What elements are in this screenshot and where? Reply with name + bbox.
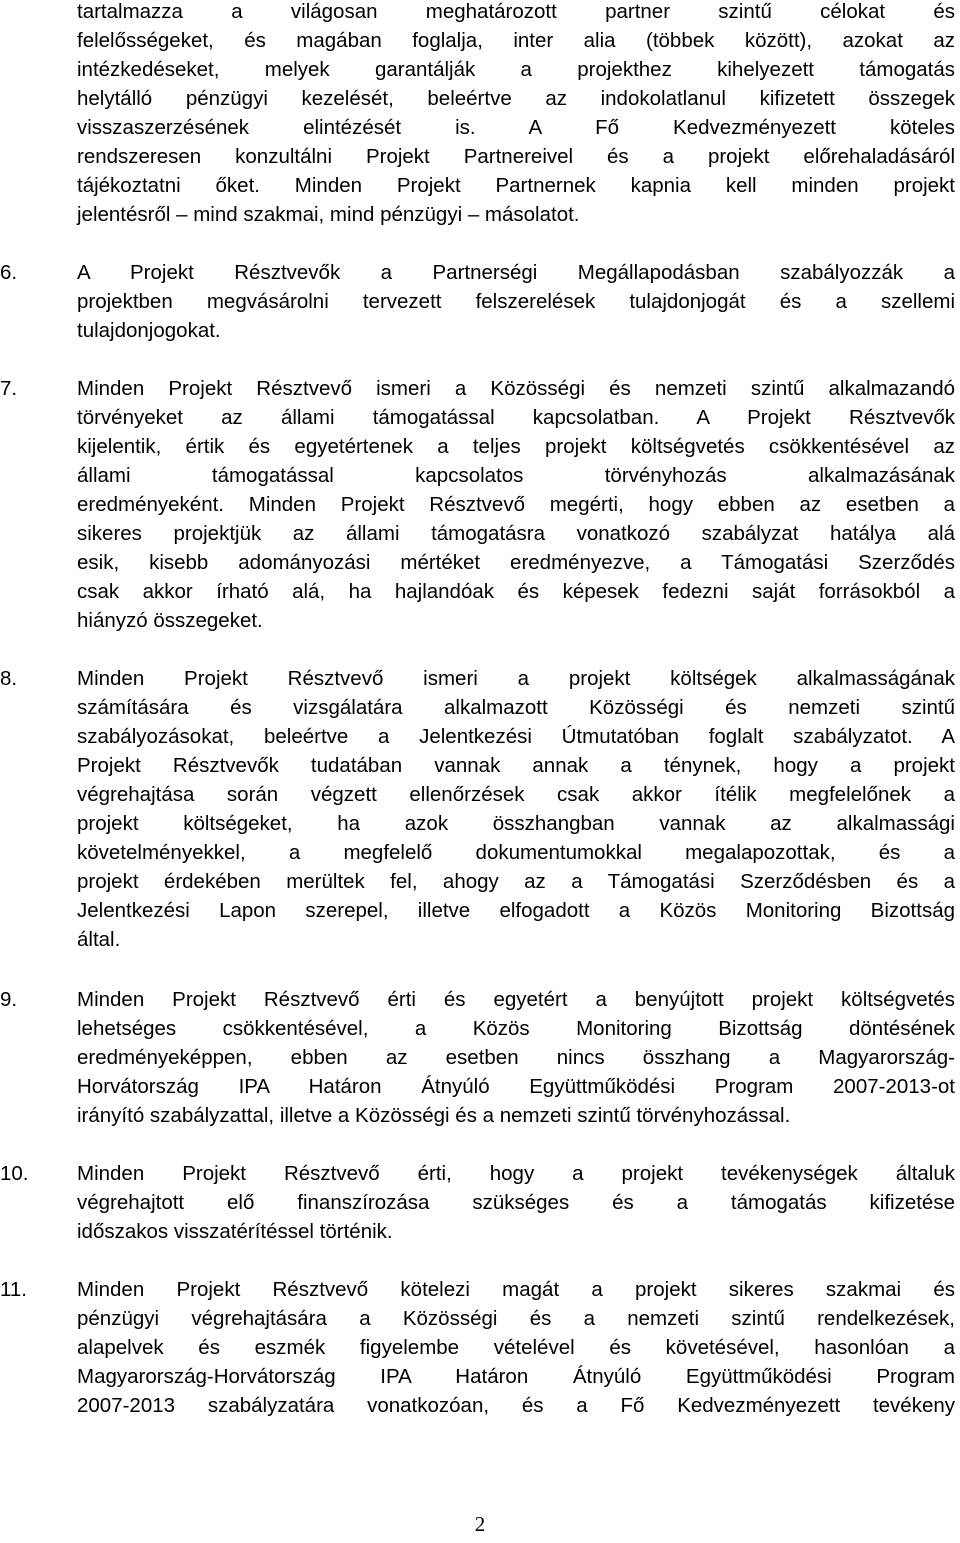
text-line: csak akkor írható alá, ha hajlandóak és képesek fedezni saját forrásokból a (77, 580, 955, 603)
text-line: 2007-2013 szabályzatára vonatkozóan, és a Fő Kedvezményezett tevékeny (77, 1394, 955, 1417)
paragraph-number: 7. (0, 377, 18, 400)
page-number: 2 (474, 1512, 486, 1536)
text-line: intézkedéseket, melyek garantálják a projekthez kihelyezett támogatás (77, 58, 955, 81)
text-line: Minden Projekt Résztvevő ismeri a projekt költségek alkalmasságának (77, 667, 955, 690)
text-line: sikeres projektjük az állami támogatásra vonatkozó szabályzat hatálya alá (77, 522, 955, 545)
text-line: Projekt Résztvevők tudatában vannak annak a ténynek, hogy a projekt (77, 754, 955, 777)
text-line: Jelentkezési Lapon szerepel, illetve elfogadott a Közös Monitoring Bizottság (77, 899, 955, 922)
text-line: projektben megvásárolni tervezett felszerelések tulajdonjogát és a szellemi (77, 290, 955, 313)
text-line: eredményeként. Minden Projekt Résztvevő megérti, hogy ebben az esetben a (77, 493, 955, 516)
text-line: Magyarország-Horvátország IPA Határon Átnyúló Együttműködési Program (77, 1365, 955, 1388)
text-line: projekt költségeket, ha azok összhangban vannak az alkalmassági (77, 812, 955, 835)
text-line: időszakos visszatérítéssel történik. (77, 1220, 393, 1243)
text-line: irányító szabályzattal, illetve a Közösségi és a nemzeti szintű törvényhozással. (77, 1104, 791, 1127)
text-line: követelményekkel, a megfelelő dokumentumokkal megalapozottak, és a (77, 841, 955, 864)
text-line: tájékoztatni őket. Minden Projekt Partnernek kapnia kell minden projekt (77, 174, 955, 197)
text-line: tulajdonjogokat. (77, 319, 221, 342)
text-line: végrehajtása során végzett ellenőrzések csak akkor ítélik megfelelőnek a (77, 783, 955, 806)
text-line: esik, kisebb adományozási mértéket eredményezve, a Támogatási Szerződés (77, 551, 955, 574)
text-line: hiányzó összegeket. (77, 609, 263, 632)
text-line: projekt érdekében merültek fel, ahogy az a Támogatási Szerződésben és a (77, 870, 955, 893)
text-line: tartalmazza a világosan meghatározott partner szintű célokat és (77, 0, 955, 23)
text-line: törvényeket az állami támogatással kapcsolatban. A Projekt Résztvevők (77, 406, 955, 429)
paragraph-number: 10. (0, 1162, 29, 1185)
paragraph-number: 11. (0, 1278, 27, 1301)
paragraph-number: 8. (0, 667, 18, 690)
paragraph-number: 6. (0, 261, 18, 284)
text-line: pénzügyi végrehajtására a Közösségi és a nemzeti szintű rendelkezések, (77, 1307, 955, 1330)
text-line: eredményeképpen, ebben az esetben nincs összhang a Magyarország- (77, 1046, 955, 1069)
text-line: Minden Projekt Résztvevő érti és egyetért a benyújtott projekt költségvetés (77, 988, 955, 1011)
text-line: jelentésről – mind szakmai, mind pénzügyi – másolatot. (77, 203, 580, 226)
text-line: visszaszerzésének elintézését is. A Fő Kedvezményezett köteles (77, 116, 955, 139)
paragraph-number: 9. (0, 988, 18, 1011)
text-line: Minden Projekt Résztvevő érti, hogy a projekt tevékenységek általuk (77, 1162, 955, 1185)
text-line: szabályozásokat, beleértve a Jelentkezési Útmutatóban foglalt szabályzatot. A (77, 725, 955, 748)
text-line: helytálló pénzügyi kezelését, beleértve az indokolatlanul kifizetett összegek (77, 87, 955, 110)
text-line: Minden Projekt Résztvevő ismeri a Közösségi és nemzeti szintű alkalmazandó (77, 377, 955, 400)
text-line: rendszeresen konzultálni Projekt Partnereivel és a projekt előrehaladásáról (77, 145, 955, 168)
text-line: végrehajtott elő finanszírozása szükséges és a támogatás kifizetése (77, 1191, 955, 1214)
text-line: lehetséges csökkentésével, a Közös Monitoring Bizottság döntésének (77, 1017, 955, 1040)
text-line: alapelvek és eszmék figyelembe vételével és követésével, hasonlóan a (77, 1336, 955, 1359)
text-line: A Projekt Résztvevők a Partnerségi Megállapodásban szabályozzák a (77, 261, 955, 284)
text-line: állami támogatással kapcsolatos törvényhozás alkalmazásának (77, 464, 955, 487)
text-line: kijelentik, értik és egyetértenek a teljes projekt költségvetés csökkentésével az (77, 435, 955, 458)
text-line: számítására és vizsgálatára alkalmazott Közösségi és nemzeti szintű (77, 696, 955, 719)
text-line: által. (77, 928, 121, 951)
text-line: Minden Projekt Résztvevő kötelezi magát a projekt sikeres szakmai és (77, 1278, 955, 1301)
text-line: felelősségeket, és magában foglalja, inter alia (többek között), azokat az (77, 29, 955, 52)
text-line: Horvátország IPA Határon Átnyúló Együttműködési Program 2007-2013-ot (77, 1075, 955, 1098)
